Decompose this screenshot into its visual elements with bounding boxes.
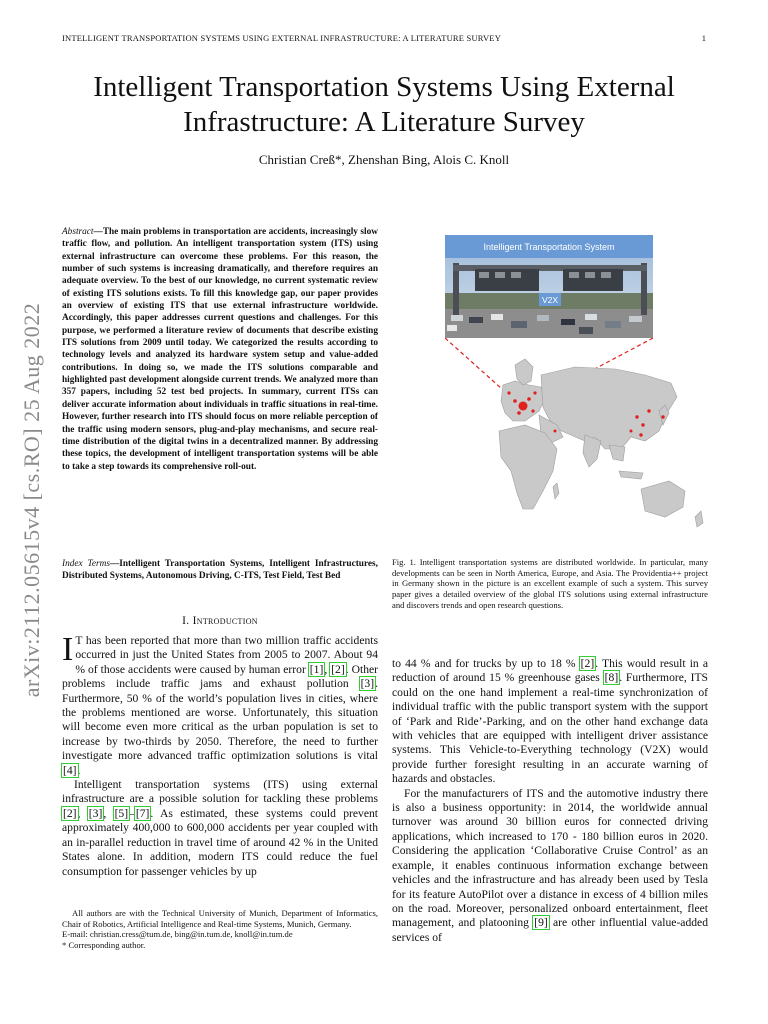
text-run: Intelligent transportation systems (ITS) using external infrastructure are a possible solution for tackling these problems <box>62 778 378 806</box>
index-terms-label: Index Terms <box>62 559 110 569</box>
world-map <box>499 359 703 527</box>
citation-link[interactable]: [9] <box>534 916 548 930</box>
citation-link[interactable]: [5] <box>114 806 129 820</box>
figure-1 <box>445 235 709 541</box>
citation-link[interactable]: [7] <box>135 806 150 820</box>
text-run: , <box>77 806 88 820</box>
text-run: – <box>129 806 135 820</box>
text-run: . As estimated, these systems could prevent approximately 400,000 to 600,000 accidents per year coupled with an in-parallel reduction in travel time of around 42 % in the United States alone. In addition, modern ITS could reduce the fuel consumption for passenger vehicles by up <box>62 806 379 878</box>
title-line-2: Infrastructure: A Literature Survey <box>183 106 585 138</box>
section-title: Introduction <box>192 615 258 627</box>
text-run: For the manufacturers of ITS and the automotive industry there is also a business opportunity: in 2014, the worldwide annual turnover was around 30 billion euros for connected driving applications, which increased to 170 - 180 billion euros in 2020. Considering the application ‘Collaborative Cruise Control’ as an example, it enables continuous information exchange between vehicles and the infrastructure and has already been used by Tesla for its feature AutoPilot over a distance in excess of 4 billion miles on the road. Moreover, personalized onboard entertainment, fleet management, and platooning <box>392 786 708 930</box>
arxiv-watermark <box>12 265 52 735</box>
footnote <box>62 908 378 950</box>
citation-link[interactable]: [3] <box>360 677 375 691</box>
arxiv-id: arXiv:2112.05615v4 [cs.RO] 25 Aug 2022 <box>19 302 44 698</box>
text-run: . Other problems include traffic jams and exhaust pollution <box>62 662 378 691</box>
footnote-corresponding: * Corresponding author. <box>62 939 146 950</box>
text-run: T has been reported that more than two million traffic accidents occurred in just the United States from 2005 to 2007. About 94 % of those accidents were caused by human error <box>75 634 378 676</box>
abstract-label: Abstract <box>62 227 94 237</box>
abstract-text: —The main problems in transportation are accidents, increasingly slow traffic flow, and pollution. An intelligent transportation system (ITS) using external infrastructure can overcome these problems. For this reason, the number of such systems is increasing dramatically, and therefore requires an adequate overview. To the best of our knowledge, no current systematic review of existing ITS solutions exists. To fill this knowledge gap, our paper provides an overview of existing ITS that use external infrastructure worldwide. Accordingly, this paper addresses current questions and challenges. For this purpose, we performed a literature review of documents that describe existing ITS solutions from 2009 until today. We categorized the results according to technology levels and analyzed its hardware system setup and value-added contributions. In doing so, we made the ITS solutions comparable and highlighted past development alongside current trends. We analyzed more than 357 papers, including 52 test bed projects. In summary, current ITSs can deliver accurate information about individuals in traffic situations in real-time. However, further research into ITS should focus on more reliable perception of the traffic using modern sensors, plug-and-play mechanisms, and secure real-time distribution of the digital twins in a decentralized manner. By addressing these topics, the development of intelligent transportation systems will be able to take a step towards its comprehensive roll-out. <box>62 227 378 472</box>
banner-text: Intelligent Transportation System <box>483 242 615 252</box>
v2x-label: V2X <box>541 295 559 305</box>
text-run: . <box>77 763 81 777</box>
text-run: , <box>103 806 114 820</box>
index-terms-text: —Intelligent Transportation Systems, Intelligent Infrastructures, Distributed Systems, Autonomous Driving, C-ITS, Test Field, Test Bed <box>62 559 378 582</box>
highway-photo <box>445 235 653 338</box>
intro-left-column <box>62 631 379 879</box>
author-list: Christian Creß*, Zhenshan Bing, Alois C. Knoll <box>258 152 510 167</box>
footnote-affiliation: All authors are with the Technical University of Munich, Department of Informatics, Chair of Robotics, Artificial Intelligence and Real-time Systems, Munich, Germany. <box>62 908 378 929</box>
section-number: I. <box>182 615 190 627</box>
citation-link[interactable]: [2] <box>331 662 345 676</box>
intro-paragraph-1 <box>62 631 378 778</box>
providentia-marker <box>519 402 528 411</box>
intro-paragraph-4 <box>392 787 708 945</box>
text-run: . Furthermore, ITS could on the one hand implement a real-time synchronization of individual traffic with the public transport system with the support of ‘Park and Ride’-Parking, and on the other hand exchange data with vehicles that are equipped with intelligent driver assistance systems. This Vehicle-to-Everything technology (V2X) would provide further foresight resulting in an accurate warning of hazards and obstacles. <box>392 671 708 786</box>
citation-link[interactable]: [1] <box>309 662 324 676</box>
citation-link[interactable]: [3] <box>88 806 103 820</box>
text-run: are other influential value-added services of <box>392 916 708 944</box>
title-line-1: Intelligent Transportation Systems Using External <box>93 71 675 103</box>
figure-graphic <box>445 235 709 541</box>
footnote-email: E-mail: christian.cress@tum.de, bing@in.tum.de, knoll@in.tum.de <box>62 929 293 940</box>
citation-link[interactable]: [4] <box>63 763 77 777</box>
abstract <box>62 226 378 473</box>
text-run: . Furthermore, 50 % of the world’s population lives in cities, where the problems mentioned are worse. Unfortunately, this situation will become even more critical as the urban population is set to increase by two-thirds by 2050. Therefore, the need to further investigate more advanced traffic optimization solutions is vital <box>62 677 378 763</box>
intro-paragraph-3 <box>392 657 708 787</box>
text-run: . This would result in a reduction of around 15 % greenhouse gases <box>392 657 708 685</box>
paper-title <box>40 70 728 140</box>
intro-right-column <box>392 657 708 945</box>
running-header: INTELLIGENT TRANSPORTATION SYSTEMS USING EXTERNAL INFRASTRUCTURE: A LITERATURE SURVEY <box>62 33 502 43</box>
drop-cap: I <box>62 631 74 668</box>
citation-link[interactable]: [2] <box>63 806 77 820</box>
section-heading <box>62 615 378 627</box>
index-terms <box>62 558 378 583</box>
intro-paragraph-2 <box>62 778 378 879</box>
text-run: to 44 % and for trucks by up to 18 % <box>392 657 580 670</box>
citation-link[interactable]: [2] <box>580 657 595 670</box>
page-number: 1 <box>701 33 706 43</box>
figure-caption: Fig. 1. Intelligent transportation systems are distributed worldwide. In particular, many developments can be seen in North America, Europe, and Asia. The Providentia++ project in Germany shown in the picture is an excellent example of such a system. This survey paper gives a detailed overview of the global ITS solutions using external infrastructure and discovers trends and open research questions. <box>392 557 708 610</box>
text-run: , <box>324 662 331 676</box>
citation-link[interactable]: [8] <box>604 671 619 685</box>
